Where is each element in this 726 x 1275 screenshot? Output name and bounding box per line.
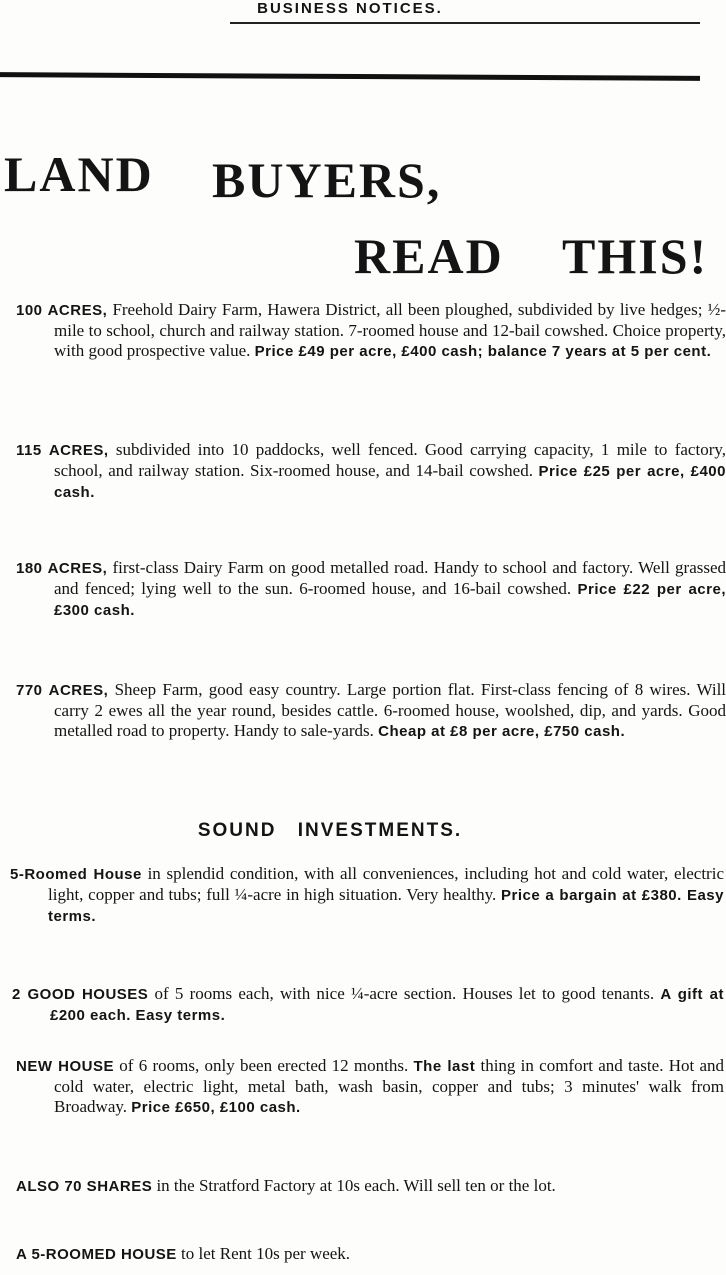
listing-price: Price £25 per acre, £400 cash. [54,463,726,501]
listing-lead: 100 ACRES, [16,302,108,319]
investment-price: Price £650, £100 cash. [131,1099,301,1116]
column-rule [0,72,700,81]
investment-price: A gift at £200 each. Easy terms. [50,986,725,1024]
investment-body: to let Rent 10s per week. [181,1244,351,1263]
headline-this: THIS! [562,228,709,284]
investment-lead: NEW HOUSE [16,1058,115,1075]
investment-body: of 5 rooms each, with nice ¼-acre section. Houses let to good tenants. [154,984,655,1003]
listing-price: Price £49 per acre, £400 cash; balance 7 years at 5 per cent. [254,343,712,360]
listing-lead: 115 ACRES, [16,442,109,459]
investment-body-continued: thing in comfort and taste. Hot and cold water, electric light, metal bath, wash basin, copper and tubs; 3 minutes' walk from Broadway. [54,1056,725,1116]
section-header: BUSINESS NOTICES. [257,0,443,17]
listing-body: Freehold Dairy Farm, Hawera District, all been ploughed, subdivided by live hedges; ½-mile to school, church and railway station. 7-roomed house and 12-bail cowshed. Choice property, with good prospective value. [54,300,726,360]
investment-5-roomed-house [10,864,724,927]
investment-body: in splendid condition, with all conveniences, including hot and cold water, electric light, copper and tubs; full ¼-acre in high situation. Very healthy. [48,864,724,904]
investment-70-shares [16,1176,724,1197]
investment-lead: 2 GOOD HOUSES [12,986,149,1003]
investment-body: in the Stratford Factory at 10s each. Will sell ten or the lot. [156,1176,556,1195]
listing-100-acres [16,300,726,362]
investment-lead: ALSO 70 SHARES [16,1178,153,1195]
listing-lead: 180 ACRES, [16,560,108,577]
investment-2-good-houses [12,984,724,1026]
investment-lead: A 5-ROOMED HOUSE [16,1246,177,1263]
listing-price: Price £22 per acre, £300 cash. [54,581,726,619]
listing-price: Cheap at £8 per acre, £750 cash. [378,723,626,740]
investment-body-bold: The last [413,1058,476,1075]
sound-investments-heading: SOUND INVESTMENTS. [197,820,463,841]
investment-house-to-let [16,1244,686,1265]
listing-body: first-class Dairy Farm on good metalled road. Handy to school and factory. Well grassed and fenced; lying well to the sun. 6-roomed house, and 16-bail cowshed. [54,558,726,598]
listing-770-acres [16,680,726,742]
investment-lead: 5-Roomed House [10,866,142,883]
investment-body: of 6 rooms, only been erected 12 months. [119,1056,409,1075]
header-rule [230,22,700,24]
investment-price: Price a bargain at £380. Easy terms. [48,887,724,925]
listing-body: Sheep Farm, good easy country. Large portion flat. First-class fencing of 8 wires. Will carry 2 ewes all the year round, besides cattle. 6-roomed house, woolshed, dip, and yards. Good metalled road to property. Handy to sale-yards. [54,680,726,740]
headline-land: LAND [4,146,154,202]
listing-115-acres [16,440,726,503]
listing-180-acres [16,558,726,621]
listing-body: subdivided into 10 paddocks, well fenced. Good carrying capacity, 1 mile to factory, school, and railway station. Six-roomed house, and 14-bail cowshed. [54,440,726,480]
investment-new-house [16,1056,724,1118]
headline-buyers: BUYERS, [212,152,442,208]
headline-read: READ [354,228,504,284]
listing-lead: 770 ACRES, [16,682,109,699]
